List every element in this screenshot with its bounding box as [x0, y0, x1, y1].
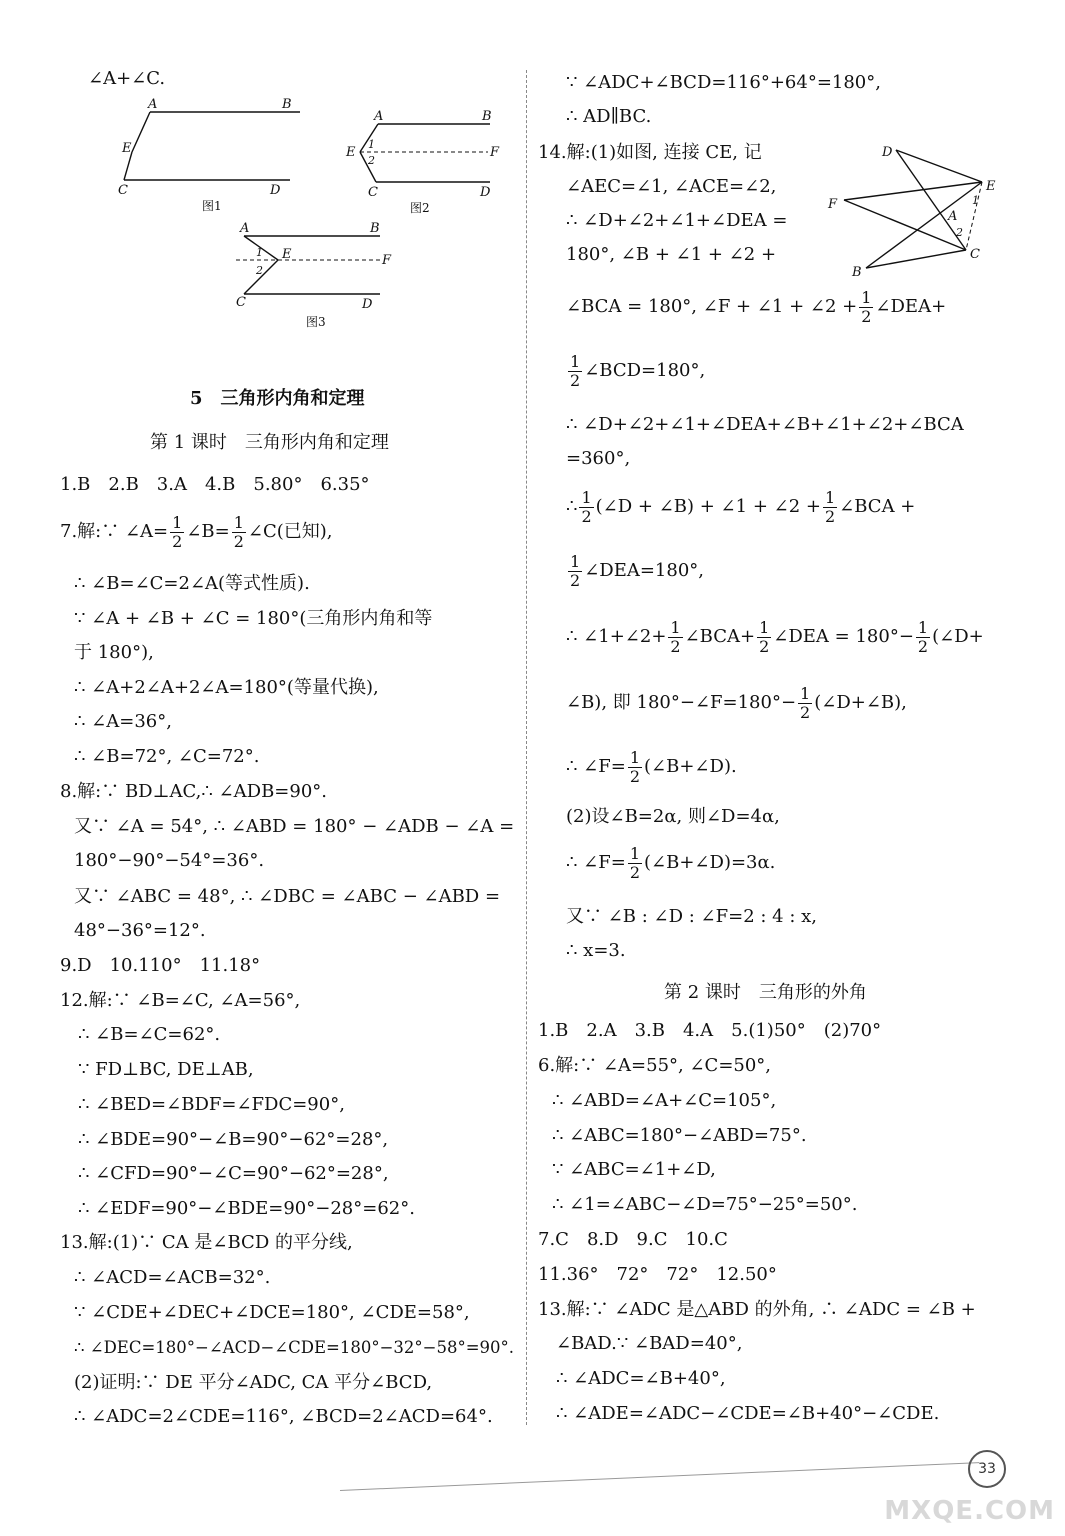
q8-line-4: 又∵ ∠ABC = 48°, ∴ ∠DBC = ∠ABC − ∠ABD = — [74, 886, 501, 907]
q7-fraction-2: $\frac{1}{2}$ — [233, 512, 244, 551]
q14-f8-fraction: $\frac{1}{2}$ — [629, 843, 641, 882]
q12-line-4: ∴ ∠BED=∠BDF=∠FDC=90°, — [78, 1094, 345, 1115]
fig2-caption: 图2 — [410, 201, 430, 215]
q14-f5-post: (∠D+ — [932, 626, 984, 647]
q14-end-2: ∴ x=3. — [566, 940, 626, 961]
q7-post: ∠C(已知), — [247, 521, 333, 542]
answers-7-10: 7.C 8.D 9.C 10.C — [538, 1229, 728, 1250]
q14-f4-fraction: $\frac{1}{2}$ — [570, 551, 581, 590]
q14-f5-fraction-2: $\frac{1}{2}$ — [759, 617, 770, 656]
q14-f4-post: ∠DEA=180°, — [584, 560, 704, 581]
page-number: 33 — [968, 1450, 1006, 1488]
right-top-line-1: ∵ ∠ADC+∠BCD=116°+64°=180°, — [566, 72, 881, 93]
q13-line-4: ∴ ∠DEC=180°−∠ACD−∠CDE=180°−32°−58°=90°. — [74, 1338, 515, 1357]
fig2-label-e: E — [346, 145, 356, 160]
q14-line-1: 14.解:(1)如图, 连接 CE, 记 — [538, 142, 762, 163]
q14-f5-mid2: ∠DEA = 180°− — [773, 626, 914, 647]
column-divider — [526, 70, 527, 1425]
q14-f3-post: ∠BCA + — [839, 496, 916, 517]
fig3-label-2: 2 — [256, 264, 263, 277]
q8-line-5: 48°−36°=12°. — [74, 920, 206, 941]
bottom-decorative-line — [340, 1462, 979, 1491]
q12-line-6: ∴ ∠CFD=90°−∠C=90°−62°=28°, — [78, 1163, 389, 1184]
q14-frac-line-1 — [566, 286, 946, 328]
q13-line-2: ∴ ∠ACD=∠ACB=32°. — [74, 1267, 271, 1288]
q8-line-1: 8.解:∵ BD⊥AC,∴ ∠ADB=90°. — [60, 781, 328, 802]
q14-f8-pre: ∴ ∠F= — [566, 852, 626, 873]
fig3-label-d: D — [362, 297, 373, 312]
answers-9-11: 9.D 10.110° 11.18° — [60, 955, 261, 976]
fig3-label-f: F — [382, 253, 392, 268]
fig1-label-b: B — [282, 97, 292, 112]
answers-1-6: 1.B 2.B 3.A 4.B 5.80° 6.35° — [60, 474, 370, 495]
watermark: MXQE.COM — [884, 1496, 1055, 1526]
right-top-line-2: ∴ AD∥BC. — [566, 106, 652, 127]
q13r-line-4: ∴ ∠ADE=∠ADC−∠CDE=∠B+40°−∠CDE. — [556, 1403, 940, 1424]
q7-mid: ∠B= — [186, 521, 230, 542]
fig14-label-b: B — [852, 265, 862, 280]
figure-2 — [340, 104, 510, 216]
fig2-label-f: F — [490, 145, 500, 160]
q14-line-4: 180°, ∠B + ∠1 + ∠2 + — [566, 244, 777, 265]
q6-line-4: ∵ ∠ABC=∠1+∠D, — [552, 1159, 716, 1180]
fig3-label-a: A — [240, 221, 250, 236]
q13r-line-2: ∠BAD.∵ ∠BAD=40°, — [556, 1333, 743, 1354]
fig14-label-2: 2 — [956, 226, 963, 239]
fig3-caption: 图3 — [306, 315, 326, 329]
q6-line-2: ∴ ∠ABD=∠A+∠C=105°, — [552, 1090, 777, 1111]
q12-line-2: ∴ ∠B=∠C=62°. — [78, 1024, 221, 1045]
q14-frac-line-7 — [566, 746, 737, 788]
q14-f7-post: (∠B+∠D). — [644, 756, 737, 777]
q12-line-1: 12.解:∵ ∠B=∠C, ∠A=56°, — [60, 990, 301, 1011]
q14-frac-line-6 — [566, 682, 907, 724]
q14-f1-fraction: $\frac{1}{2}$ — [861, 287, 872, 326]
section-title: 5 三角形内角和定理 — [190, 388, 365, 409]
q12-line-7: ∴ ∠EDF=90°−∠BDE=90°−28°=62°. — [78, 1198, 415, 1219]
fig3-label-c: C — [236, 295, 246, 310]
fig1-label-c: C — [118, 183, 128, 198]
fig1-caption: 图1 — [202, 199, 222, 213]
fig14-label-e: E — [986, 179, 996, 194]
q14-frac-line-8 — [566, 842, 775, 884]
fig14-label-a: A — [948, 209, 958, 224]
q14-f3-pre: ∴ — [566, 496, 578, 517]
answers-1-5: 1.B 2.A 3.B 4.A 5.(1)50° (2)70° — [538, 1020, 882, 1041]
fig2-label-a: A — [374, 109, 384, 124]
q14-frac-line-3 — [566, 486, 915, 528]
q14-f3-fraction-1: $\frac{1}{2}$ — [581, 487, 592, 526]
q14-f8-post: (∠B+∠D)=3α. — [644, 852, 776, 873]
answers-11-12: 11.36° 72° 72° 12.50° — [538, 1264, 777, 1285]
q14-f5-fraction-3: $\frac{1}{2}$ — [917, 617, 929, 656]
q14-f6-pre: ∠B), 即 180°−∠F=180°− — [566, 692, 797, 713]
q7-line-3: 于 180°), — [74, 642, 154, 663]
fig14-label-1: 1 — [972, 194, 979, 207]
q14-f5-pre: ∴ ∠1+∠2+ — [566, 626, 667, 647]
q7-line-4: ∴ ∠A+2∠A+2∠A=180°(等量代换), — [74, 677, 379, 698]
fig2-label-2: 2 — [368, 154, 375, 167]
fig2-label-1: 1 — [368, 138, 375, 151]
q13-line-1: 13.解:(1)∵ CA 是∠BCD 的平分线, — [60, 1232, 353, 1253]
q14-f7-fraction: $\frac{1}{2}$ — [629, 747, 641, 786]
q13-line-3: ∵ ∠CDE+∠DEC+∠DCE=180°, ∠CDE=58°, — [74, 1302, 470, 1323]
fig2-label-b: B — [482, 109, 492, 124]
q13r-line-1: 13.解:∵ ∠ADC 是△ABD 的外角, ∴ ∠ADC = ∠B + — [538, 1299, 976, 1320]
fig14-label-d: D — [882, 145, 893, 160]
fig1-label-e: E — [122, 141, 132, 156]
q14-line-3: ∴ ∠D+∠2+∠1+∠DEA = — [566, 210, 788, 231]
top-line: ∠A+∠C. — [88, 68, 166, 89]
q14-end-1: 又∵ ∠B : ∠D : ∠F=2 : 4 : x, — [566, 906, 818, 927]
q7-line-5: ∴ ∠A=36°, — [74, 711, 172, 732]
fig3-label-1: 1 — [256, 246, 263, 259]
fig14-label-c: C — [970, 247, 980, 262]
q14-f3-fraction-2: $\frac{1}{2}$ — [824, 487, 836, 526]
q12-line-3: ∵ FD⊥BC, DE⊥AB, — [78, 1059, 254, 1080]
fig14-label-f: F — [828, 197, 838, 212]
q14-part2: (2)设∠B=2α, 则∠D=4α, — [566, 806, 780, 827]
q8-line-2: 又∵ ∠A = 54°, ∴ ∠ABD = 180° − ∠ADB − ∠A = — [74, 816, 515, 837]
q13-line-6: ∴ ∠ADC=2∠CDE=116°, ∠BCD=2∠ACD=64°. — [74, 1406, 493, 1427]
figure-1 — [110, 96, 310, 216]
lesson2-title: 第 2 课时 三角形的外角 — [664, 982, 867, 1003]
lesson1-title: 第 1 课时 三角形内角和定理 — [150, 432, 389, 453]
q7-fraction-1: $\frac{1}{2}$ — [172, 512, 183, 551]
q14-f1-post: ∠DEA+ — [875, 296, 947, 317]
fig2-label-c: C — [368, 185, 378, 200]
q8-line-3: 180°−90°−54°=36°. — [74, 850, 265, 871]
q14-f1-pre: ∠BCA = 180°, ∠F + ∠1 + ∠2 + — [566, 296, 858, 317]
q14-frac-line-4 — [566, 550, 704, 592]
q14-frac-line-5 — [566, 616, 984, 658]
q6-line-1: 6.解:∵ ∠A=55°, ∠C=50°, — [538, 1055, 772, 1076]
fig1-label-d: D — [270, 183, 281, 198]
fig3-label-b: B — [370, 221, 380, 236]
q14-f7-pre: ∴ ∠F= — [566, 756, 626, 777]
q14-frac-line-2 — [566, 350, 705, 392]
q14-f6-post: (∠D+∠B), — [814, 692, 907, 713]
q13r-line-3: ∴ ∠ADC=∠B+40°, — [556, 1368, 726, 1389]
fig1-label-a: A — [148, 97, 158, 112]
q14-f2-post: ∠BCD=180°, — [584, 360, 706, 381]
q14-f5-mid1: ∠BCA+ — [684, 626, 756, 647]
q13-line-5: (2)证明:∵ DE 平分∠ADC, CA 平分∠BCD, — [74, 1372, 433, 1393]
q14-f3-mid: (∠D + ∠B) + ∠1 + ∠2 + — [595, 496, 821, 517]
fig3-label-e: E — [282, 247, 292, 262]
q6-line-5: ∴ ∠1=∠ABC−∠D=75°−25°=50°. — [552, 1194, 858, 1215]
fig2-label-d: D — [480, 185, 491, 200]
q12-line-5: ∴ ∠BDE=90°−∠B=90°−62°=28°, — [78, 1129, 389, 1150]
q7-line-2: ∵ ∠A + ∠B + ∠C = 180°(三角形内角和等 — [74, 608, 433, 629]
q7-pre: 7.解:∵ ∠A= — [60, 521, 169, 542]
q14-sum-line: ∴ ∠D+∠2+∠1+∠DEA+∠B+∠1+∠2+∠BCA — [566, 414, 964, 435]
q14-360-line: =360°, — [566, 448, 631, 469]
figure-q14 — [824, 138, 1006, 280]
q6-line-3: ∴ ∠ABC=180°−∠ABD=75°. — [552, 1125, 807, 1146]
q14-f5-fraction-1: $\frac{1}{2}$ — [670, 617, 681, 656]
q14-line-2: ∠AEC=∠1, ∠ACE=∠2, — [566, 176, 777, 197]
q14-f2-fraction: $\frac{1}{2}$ — [570, 351, 581, 390]
q7-line — [60, 512, 333, 552]
q7-line-1: ∴ ∠B=∠C=2∠A(等式性质). — [74, 573, 310, 594]
q7-line-6: ∴ ∠B=72°, ∠C=72°. — [74, 746, 260, 767]
figure-3 — [230, 218, 430, 330]
q14-f6-fraction: $\frac{1}{2}$ — [800, 683, 811, 722]
